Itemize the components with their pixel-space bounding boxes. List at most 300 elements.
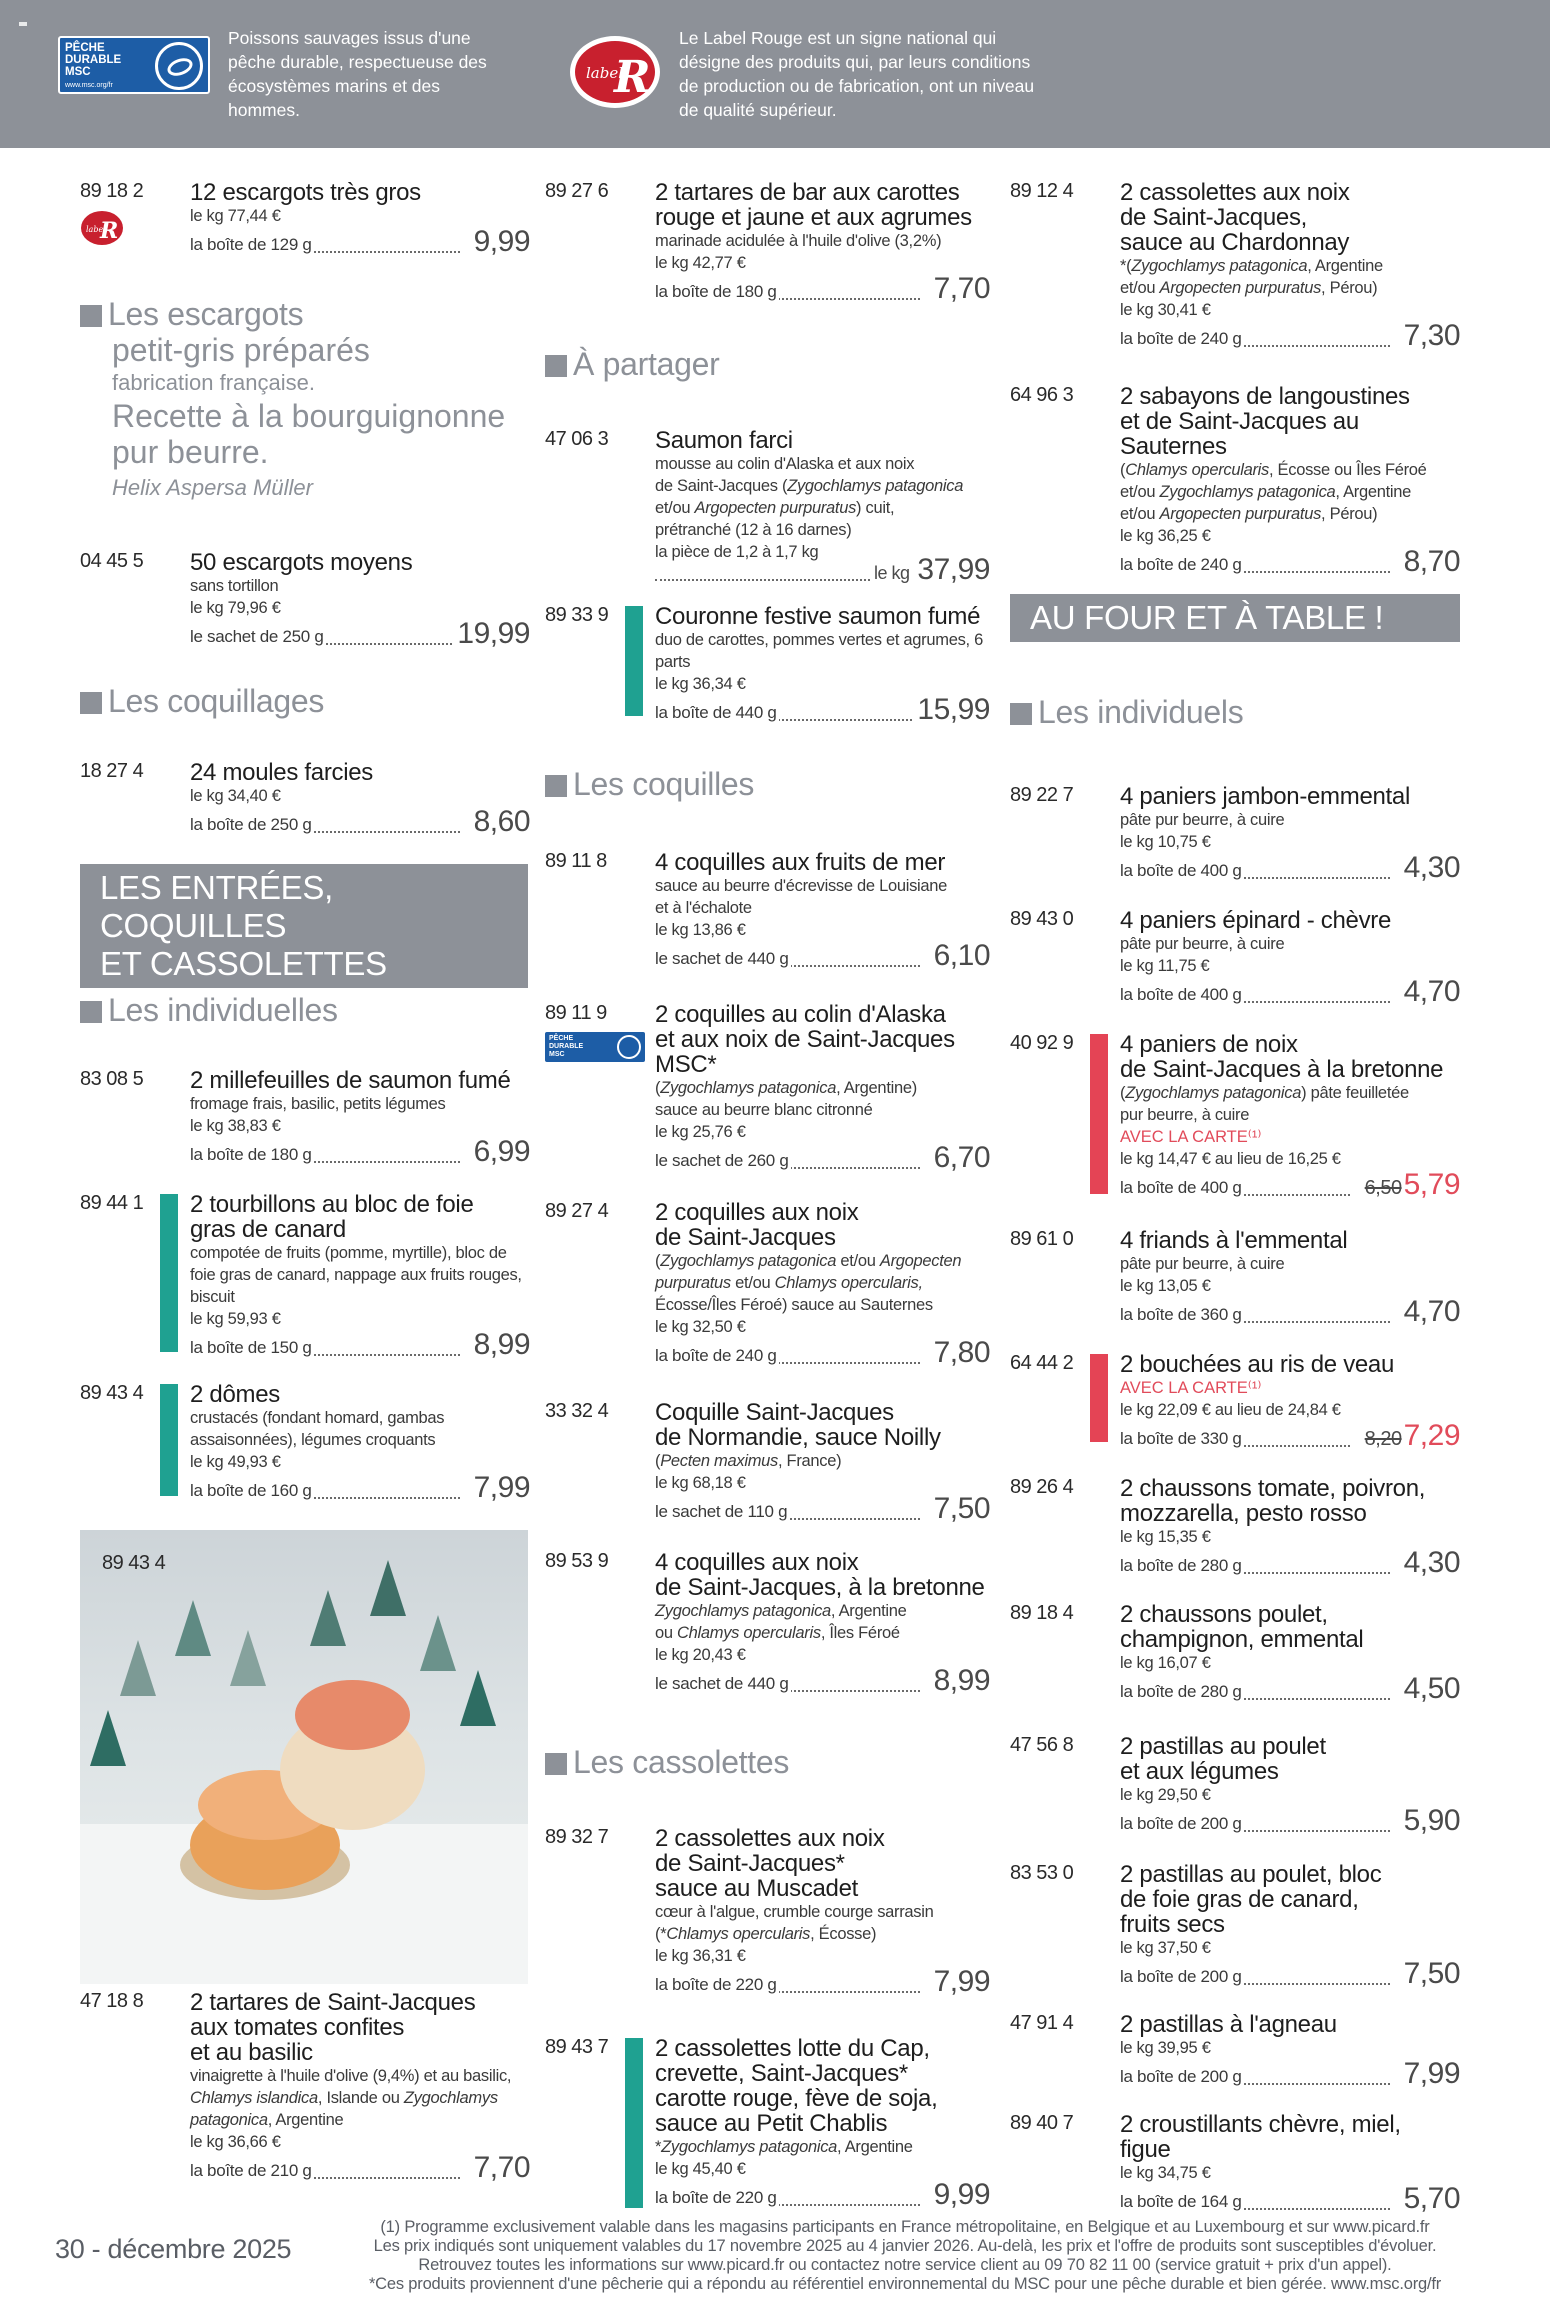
product-price: 7,99 (471, 1473, 530, 1505)
product-name: figue (1120, 2136, 1171, 2163)
product-description: Chlamys islandica, Islande ou Zygochlamys (190, 2089, 498, 2107)
product-name: aux tomates confites (190, 2014, 405, 2041)
product-code: 89 27 6 (545, 180, 609, 202)
product-name: et de Saint-Jacques au Sauternes (1120, 408, 1359, 460)
product-name: 4 coquilles aux noix (655, 1549, 859, 1576)
old-price: 6,50 (1364, 1177, 1402, 1199)
section-title: Les individuels (1010, 694, 1243, 731)
price-line (655, 1967, 990, 1999)
product-description: pâte pur beurre, à cuire (1120, 935, 1285, 953)
product-price: 6,70 (931, 1143, 990, 1175)
price-per-kg: le kg 13,05 € (1120, 1277, 1211, 1295)
price-per-kg: le kg 36,31 € (655, 1947, 746, 1965)
product-description: pâte pur beurre, à cuire (1120, 1255, 1285, 1273)
package-size: la boîte de 210 g (190, 2161, 312, 2180)
product-name: Coquille Saint-Jacques (655, 1399, 894, 1426)
package-size: la boîte de 280 g (1120, 1682, 1242, 1701)
product-name: sauce au Chardonnay (1120, 229, 1350, 256)
product-code: 89 22 7 (1010, 784, 1074, 806)
price-per-kg: le kg 30,41 € (1120, 301, 1211, 319)
product-code: 40 92 9 (1010, 1032, 1074, 1054)
price-per-kg: le kg 77,44 € (190, 207, 281, 225)
product-price: 15,99 (914, 695, 990, 727)
product-name: 4 paniers de noix (1120, 1031, 1298, 1058)
product-name: 2 pastillas à l'agneau (1120, 2011, 1337, 2038)
page-number: 30 - décembre 2025 (55, 2234, 292, 2264)
tree-decoration (90, 1710, 126, 1766)
price-line (655, 1143, 990, 1175)
section-square-icon (80, 305, 102, 327)
product-name: Couronne festive saumon fumé (655, 603, 981, 630)
package-size: la boîte de 400 g (1120, 1178, 1242, 1197)
product-name: de Normandie, sauce Noilly (655, 1424, 941, 1451)
product-code: 47 18 8 (80, 1990, 144, 2012)
product-code: 47 56 8 (1010, 1734, 1074, 1756)
section-square-icon (80, 692, 102, 714)
product-description: sauce au beurre blanc citronné (655, 1101, 873, 1119)
product-name: 2 pastillas au poulet (1120, 1733, 1326, 1760)
package-size: la boîte de 129 g (190, 235, 312, 254)
product-name: 2 cassolettes lotte du Cap, (655, 2035, 930, 2062)
tree-decoration (460, 1670, 496, 1726)
product-name: de Saint-Jacques, (1120, 204, 1308, 231)
product-description: Écosse/Îles Féroé) sauce au Sauternes (655, 1296, 933, 1314)
product-price: 7,80 (931, 1338, 990, 1370)
product-description: sauce au beurre d'écrevisse de Louisiane (655, 877, 948, 895)
product-description: de Saint-Jacques (Zygochlamys patagonica (655, 477, 964, 495)
package-size: le sachet de 440 g (655, 949, 789, 968)
product-name: et au basilic (190, 2039, 313, 2066)
promo-marker (1090, 1034, 1108, 1194)
product-name: et aux noix de Saint-Jacques (655, 1026, 955, 1053)
price-per-kg: le kg 36,66 € (190, 2133, 281, 2151)
price-per-kg: le kg 45,40 € (655, 2160, 746, 2178)
price-line (190, 227, 530, 259)
tree-decoration (230, 1630, 266, 1686)
price-line (655, 555, 990, 587)
price-line (1120, 1297, 1460, 1329)
price-per-kg: le kg 37,50 € (1120, 1939, 1211, 1957)
product-price: 4,70 (1401, 977, 1460, 1009)
product-description: fromage frais, basilic, petits légumes (190, 1095, 446, 1113)
product-name: 4 paniers épinard - chèvre (1120, 907, 1392, 934)
product-price: 7,70 (471, 2153, 530, 2185)
price-line (1120, 1674, 1460, 1706)
product-price: 6,99 (471, 1137, 530, 1169)
product-price: 4,30 (1401, 853, 1460, 885)
product-price: 9,99 (471, 227, 530, 259)
product-name: 2 tourbillons au bloc de foie (190, 1191, 474, 1218)
msc-logo-url: www.msc.org/fr (65, 82, 113, 89)
product-name: rouge et jaune et aux agrumes (655, 204, 972, 231)
photo-product-code: 89 43 4 (102, 1552, 166, 1574)
product-description: et à l'échalote (655, 899, 752, 917)
package-size: la boîte de 160 g (190, 1481, 312, 1500)
product-name: 2 sabayons de langoustines (1120, 383, 1410, 410)
price-line (655, 695, 990, 727)
price-per-kg: le kg 14,47 € au lieu de 16,25 € (1120, 1150, 1341, 1168)
product-description: (Zygochlamys patagonica et/ou Argopecten (655, 1252, 962, 1270)
product-name: 2 cassolettes aux noix (655, 1825, 885, 1852)
product-price: 5,70 (1401, 2184, 1460, 2216)
footer-line: Les prix indiqués sont uniquement valables du 17 novembre 2025 au 4 janvier 2026. Au-delà, les prix et l'offre de produits sont susceptibles d'évoluer. (373, 2237, 1437, 2255)
package-size: la boîte de 200 g (1120, 1814, 1242, 1833)
product-price: 19,99 (454, 619, 530, 651)
product-description: sans tortillon (190, 577, 279, 595)
product-name: 12 escargots très gros (190, 179, 421, 206)
product-description: purpuratus et/ou Chlamys opercularis, (655, 1274, 923, 1292)
product-description: *Zygochlamys patagonica, Argentine (655, 2138, 913, 2156)
product-name: et aux légumes (1120, 1758, 1279, 1785)
price-per-kg: le kg 36,25 € (1120, 527, 1211, 545)
product-price: 8,70 (1401, 547, 1460, 579)
package-size: le sachet de 250 g (190, 627, 324, 646)
price-per-kg: le kg 79,96 € (190, 599, 281, 617)
package-size: la boîte de 200 g (1120, 1967, 1242, 1986)
product-description: duo de carottes, pommes vertes et agrumes, 6 parts (655, 631, 983, 671)
label-rouge-description: Le Label Rouge est un signe national qui désigne des produits qui, par leurs conditions de production ou de fabrication, ont un niveau de qualité supérieur. (679, 28, 1035, 120)
product-description: marinade acidulée à l'huile d'olive (3,2%) (655, 232, 942, 250)
category-heading: AU FOUR ET À TABLE ! (1010, 594, 1460, 642)
section-square-icon (545, 775, 567, 797)
promo-price: 5,79 (1403, 1170, 1460, 1201)
product-name: 2 coquilles aux noix (655, 1199, 859, 1226)
product-code: 89 27 4 (545, 1200, 609, 1222)
msc-fish-icon (617, 1035, 641, 1059)
product-code: 04 45 5 (80, 550, 144, 572)
package-size: le sachet de 110 g (655, 1502, 788, 1521)
product-name: Saumon farci (655, 427, 793, 454)
product-price: 7,99 (931, 1967, 990, 1999)
product-name: 2 cassolettes aux noix (1120, 179, 1350, 206)
label-rouge-logo-text: label (586, 64, 624, 82)
product-name: 2 chaussons tomate, poivron, (1120, 1475, 1426, 1502)
package-size: le sachet de 260 g (655, 1151, 789, 1170)
product-name: 50 escargots moyens (190, 549, 413, 576)
product-name: carotte rouge, fève de soja, (655, 2085, 938, 2112)
price-line (1120, 1548, 1460, 1580)
price-line (1120, 853, 1460, 885)
product-price: le kg 37,99 (871, 555, 990, 587)
product-code: 83 08 5 (80, 1068, 144, 1090)
product-description: et/ou Argopecten purpuratus, Pérou) (1120, 279, 1378, 297)
price-per-kg: le kg 11,75 € (1120, 957, 1210, 975)
product-name: 2 croustillants chèvre, miel, (1120, 2111, 1401, 2138)
package-size: la boîte de 200 g (1120, 2067, 1242, 2086)
label-rouge-icon-text: label (86, 225, 106, 234)
product-code: 89 53 9 (545, 1550, 609, 1572)
msc-description: Poissons sauvages issus d'une pêche durable, respectueuse des écosystèmes marins et des hommes. (228, 28, 487, 120)
footer-line: (1) Programme exclusivement valable dans les magasins participants en France métropolitaine, en Belgique et au Luxembourg et sur www.picard.fr (380, 2218, 1430, 2236)
tree-decoration (120, 1640, 156, 1696)
product-name: sauce au Muscadet (655, 1875, 859, 1902)
section-title: À partager (545, 346, 719, 383)
product-code: 18 27 4 (80, 760, 144, 782)
new-product-marker (625, 2038, 643, 2208)
product-code: 89 32 7 (545, 1826, 609, 1848)
price-line (190, 619, 530, 651)
new-product-marker (625, 606, 643, 716)
package-size: la boîte de 180 g (190, 1145, 312, 1164)
product-code: 47 06 3 (545, 428, 609, 450)
price-per-kg: le kg 36,34 € (655, 675, 746, 693)
price-per-kg: le kg 34,75 € (1120, 2164, 1211, 2182)
package-size: la boîte de 220 g (655, 1975, 777, 1994)
price-per-kg: le kg 20,43 € (655, 1646, 746, 1664)
price-per-kg: le kg 42,77 € (655, 254, 746, 272)
product-price: 5,90 (1401, 1806, 1460, 1838)
label-rouge-icon-letter: R (100, 218, 119, 244)
product-description: Zygochlamys patagonica, Argentine (655, 1602, 907, 1620)
price-line (655, 941, 990, 973)
product-name: de Saint-Jacques, à la bretonne (655, 1574, 985, 1601)
product-name: 2 dômes (190, 1381, 280, 1408)
product-code: 89 61 0 (1010, 1228, 1074, 1250)
product-name: de Saint-Jacques à la bretonne (1120, 1056, 1444, 1083)
column-3 (1010, 0, 1460, 2300)
price-per-kg: le kg 49,93 € (190, 1453, 281, 1471)
tree-decoration (420, 1615, 456, 1671)
price-per-kg: le kg 38,83 € (190, 1117, 281, 1135)
package-size: la boîte de 400 g (1120, 861, 1242, 880)
price-line (1120, 321, 1460, 353)
product-price: 7,50 (1401, 1959, 1460, 1991)
price-per-kg: le kg 10,75 € (1120, 833, 1211, 851)
price-line (1120, 547, 1460, 579)
product-description: patagonica, Argentine (190, 2111, 344, 2129)
product-description: (Zygochlamys patagonica) pâte feuilletée (1120, 1084, 1409, 1102)
price-line (655, 1666, 990, 1698)
price-line (190, 2153, 530, 2185)
section-title: Les coquillages (80, 683, 324, 720)
product-description: (Chlamys opercularis, Écosse ou Îles Féroé (1120, 461, 1427, 479)
package-size: la boîte de 150 g (190, 1338, 312, 1357)
msc-logo-line: MSC (65, 66, 91, 78)
product-name: 2 pastillas au poulet, bloc (1120, 1861, 1382, 1888)
price-per-kg: le kg 22,09 € au lieu de 24,84 € (1120, 1401, 1341, 1419)
product-name: 24 moules farcies (190, 759, 373, 786)
price-line (1120, 977, 1460, 1009)
product-price: 8,99 (471, 1330, 530, 1362)
price-line (1120, 1421, 1460, 1453)
product-price (1362, 1170, 1460, 1202)
package-size: la boîte de 164 g (1120, 2192, 1242, 2211)
product-code: 64 96 3 (1010, 384, 1074, 406)
product-code: 47 91 4 (1010, 2012, 1074, 2034)
label-rouge-logo-letter: R (614, 52, 651, 103)
package-size: la boîte de 330 g (1120, 1429, 1242, 1448)
product-description: crustacés (fondant homard, gambas assaisonnées), légumes croquants (190, 1409, 445, 1449)
msc-logo-line: DURABLE (65, 54, 122, 66)
section-subtitle-block (112, 332, 505, 506)
section-title-line: petit-gris préparés (112, 332, 370, 368)
package-size: la boîte de 240 g (1120, 329, 1242, 348)
product-code: 89 18 4 (1010, 1602, 1074, 1624)
product-name: fruits secs (1120, 1911, 1225, 1938)
product-price: 8,60 (471, 807, 530, 839)
product-code: 89 26 4 (1010, 1476, 1074, 1498)
price-line (190, 1330, 530, 1362)
product-code: 33 32 4 (545, 1400, 609, 1422)
product-description: vinaigrette à l'huile d'olive (9,4%) et au basilic, (190, 2067, 512, 2085)
product-price: 6,10 (931, 941, 990, 973)
product-description: *(Zygochlamys patagonica, Argentine (1120, 257, 1383, 275)
recipe-line: pur beurre. (112, 434, 269, 470)
section-subtitle: fabrication française. (112, 370, 315, 395)
product-description: cœur à l'algue, crumble courge sarrasin (655, 1903, 934, 1921)
msc-badge: PÊCHE DURABLE MSC (545, 1032, 645, 1062)
product-description: (Pecten maximus, France) (655, 1452, 842, 1470)
product-price: 7,70 (931, 274, 990, 306)
new-product-marker (160, 1384, 178, 1496)
price-per-kg: le kg 34,40 € (190, 787, 281, 805)
category-heading: LES ENTRÉES, COQUILLES ET CASSOLETTES (80, 864, 528, 988)
legal-footer (320, 2218, 1490, 2294)
product-code: 89 43 0 (1010, 908, 1074, 930)
price-per-kg: le kg 25,76 € (655, 1123, 746, 1141)
product-photo (80, 1530, 528, 1984)
dome-topping (295, 1680, 410, 1750)
product-name: mozzarella, pesto rosso (1120, 1500, 1367, 1527)
package-size: la boîte de 220 g (655, 2188, 777, 2207)
price-per-kg: le kg 39,95 € (1120, 2039, 1211, 2057)
price-per-kg: le kg 13,86 € (655, 921, 746, 939)
tree-decoration (175, 1600, 211, 1656)
price-per-kg: le kg 32,50 € (655, 1318, 746, 1336)
column-2 (545, 0, 990, 2300)
product-price: 7,30 (1401, 321, 1460, 353)
product-description: pâte pur beurre, à cuire (1120, 811, 1285, 829)
package-size: la boîte de 360 g (1120, 1305, 1242, 1324)
product-code: 83 53 0 (1010, 1862, 1074, 1884)
product-description: et/ou Argopecten purpuratus, Pérou) (1120, 505, 1378, 523)
recipe-line: Recette à la bourguignonne (112, 398, 506, 434)
product-price (1362, 1421, 1460, 1453)
section-square-icon (80, 1001, 102, 1023)
tree-decoration (370, 1560, 406, 1616)
footer-line: Retrouvez toutes les informations sur www.picard.fr ou contactez notre service client au 09 70 82 11 00 (service gratuit + prix d'un appel). (418, 2256, 1392, 2274)
price-per-kg: le kg 16,07 € (1120, 1654, 1211, 1672)
product-code: 89 33 9 (545, 604, 609, 626)
product-description: (*Chlamys opercularis, Écosse) (655, 1925, 877, 1943)
price-per-kg: le kg 29,50 € (1120, 1786, 1211, 1804)
package-size: la boîte de 400 g (1120, 985, 1242, 1004)
product-code: 89 43 4 (80, 1382, 144, 1404)
price-line (190, 807, 530, 839)
product-code: 89 43 7 (545, 2036, 609, 2058)
menu-dash (19, 22, 27, 26)
product-name: 2 bouchées au ris de veau (1120, 1351, 1395, 1378)
product-code: 89 18 2 (80, 180, 144, 202)
price-per-kg: le kg 68,18 € (655, 1474, 746, 1492)
product-price: 4,30 (1401, 1548, 1460, 1580)
product-description: mousse au colin d'Alaska et aux noix (655, 455, 915, 473)
product-description: ou Chlamys opercularis, Îles Féroé (655, 1624, 900, 1642)
package-size: la boîte de 240 g (1120, 555, 1242, 574)
product-price: 4,50 (1401, 1674, 1460, 1706)
section-title: Les escargots (80, 296, 303, 333)
product-code: 89 12 4 (1010, 180, 1074, 202)
product-description: compotée de fruits (pomme, myrtille), bloc de foie gras de canard, nappage aux fruits rouges, biscuit (190, 1244, 522, 1306)
product-code: 89 11 9 (545, 1002, 607, 1024)
loyalty-card-promo: AVEC LA CARTE⁽¹⁾ (1120, 1128, 1262, 1146)
tree-decoration (310, 1590, 346, 1646)
section-title: Les cassolettes (545, 1744, 789, 1781)
price-line (1120, 1806, 1460, 1838)
product-name: 4 coquilles aux fruits de mer (655, 849, 946, 876)
msc-logo-line: PÊCHE (65, 42, 105, 54)
package-size: la boîte de 250 g (190, 815, 312, 834)
product-description: prétranché (12 à 16 darnes) (655, 521, 852, 539)
product-code: 89 11 8 (545, 850, 607, 872)
section-square-icon (545, 1753, 567, 1775)
section-square-icon (1010, 703, 1032, 725)
price-line (190, 1137, 530, 1169)
product-name: sauce au Petit Chablis (655, 2110, 888, 2137)
product-name: 2 tartares de Saint-Jacques (190, 1989, 476, 2016)
product-name: de Saint-Jacques* (655, 1850, 845, 1877)
product-price: 8,99 (931, 1666, 990, 1698)
package-size: la boîte de 280 g (1120, 1556, 1242, 1575)
package-size: la boîte de 240 g (655, 1346, 777, 1365)
price-line (1120, 1959, 1460, 1991)
price-per-kg: le kg 59,93 € (190, 1310, 281, 1328)
loyalty-card-promo: AVEC LA CARTE⁽¹⁾ (1120, 1379, 1262, 1397)
price-per-kg: le kg 15,35 € (1120, 1528, 1211, 1546)
product-name: de foie gras de canard, (1120, 1886, 1359, 1913)
product-name: 4 friands à l'emmental (1120, 1227, 1348, 1254)
product-description: pur beurre, à cuire (1120, 1106, 1250, 1124)
product-description: la pièce de 1,2 à 1,7 kg (655, 543, 819, 561)
product-name: gras de canard (190, 1216, 346, 1243)
product-price: 7,99 (1401, 2059, 1460, 2091)
product-price: 7,50 (931, 1494, 990, 1526)
package-size: la boîte de 440 g (655, 703, 777, 722)
product-description: et/ou Zygochlamys patagonica, Argentine (1120, 483, 1411, 501)
product-name: de Saint-Jacques (655, 1224, 836, 1251)
promo-marker (1090, 1354, 1108, 1442)
section-title: Les individuelles (80, 992, 338, 1029)
product-name: champignon, emmental (1120, 1626, 1364, 1653)
product-name: 2 chaussons poulet, (1120, 1601, 1328, 1628)
product-description: et/ou Argopecten purpuratus) cuit, (655, 499, 895, 517)
footer-line: *Ces produits proviennent d'une pêcherie qui a répondu au référentiel environnemental du MSC pour une pêche durable et bien gérée. www.msc.org/fr (368, 2275, 1442, 2293)
price-line (655, 1338, 990, 1370)
price-line (1120, 2184, 1460, 2216)
product-code: 64 44 2 (1010, 1352, 1074, 1374)
promo-price: 7,29 (1403, 1421, 1460, 1452)
package-size: la boîte de 180 g (655, 282, 777, 301)
price-line (655, 1494, 990, 1526)
price-line (655, 2180, 990, 2212)
product-price: 9,99 (931, 2180, 990, 2212)
old-price: 8,20 (1364, 1428, 1402, 1450)
species-name: Helix Aspersa Müller (112, 475, 313, 500)
product-name: MSC* (655, 1051, 717, 1078)
product-name: 2 coquilles au colin d'Alaska (655, 1001, 946, 1028)
product-code: 89 44 1 (80, 1192, 144, 1214)
product-price: 4,70 (1401, 1297, 1460, 1329)
price-line (1120, 2059, 1460, 2091)
product-code: 89 40 7 (1010, 2112, 1074, 2134)
label-rouge-icon (80, 210, 124, 246)
price-line (1120, 1170, 1460, 1202)
product-name: 2 millefeuilles de saumon fumé (190, 1067, 511, 1094)
product-description: (Zygochlamys patagonica, Argentine) (655, 1079, 917, 1097)
product-name: 2 tartares de bar aux carottes (655, 179, 960, 206)
product-name: 4 paniers jambon-emmental (1120, 783, 1410, 810)
section-square-icon (545, 355, 567, 377)
